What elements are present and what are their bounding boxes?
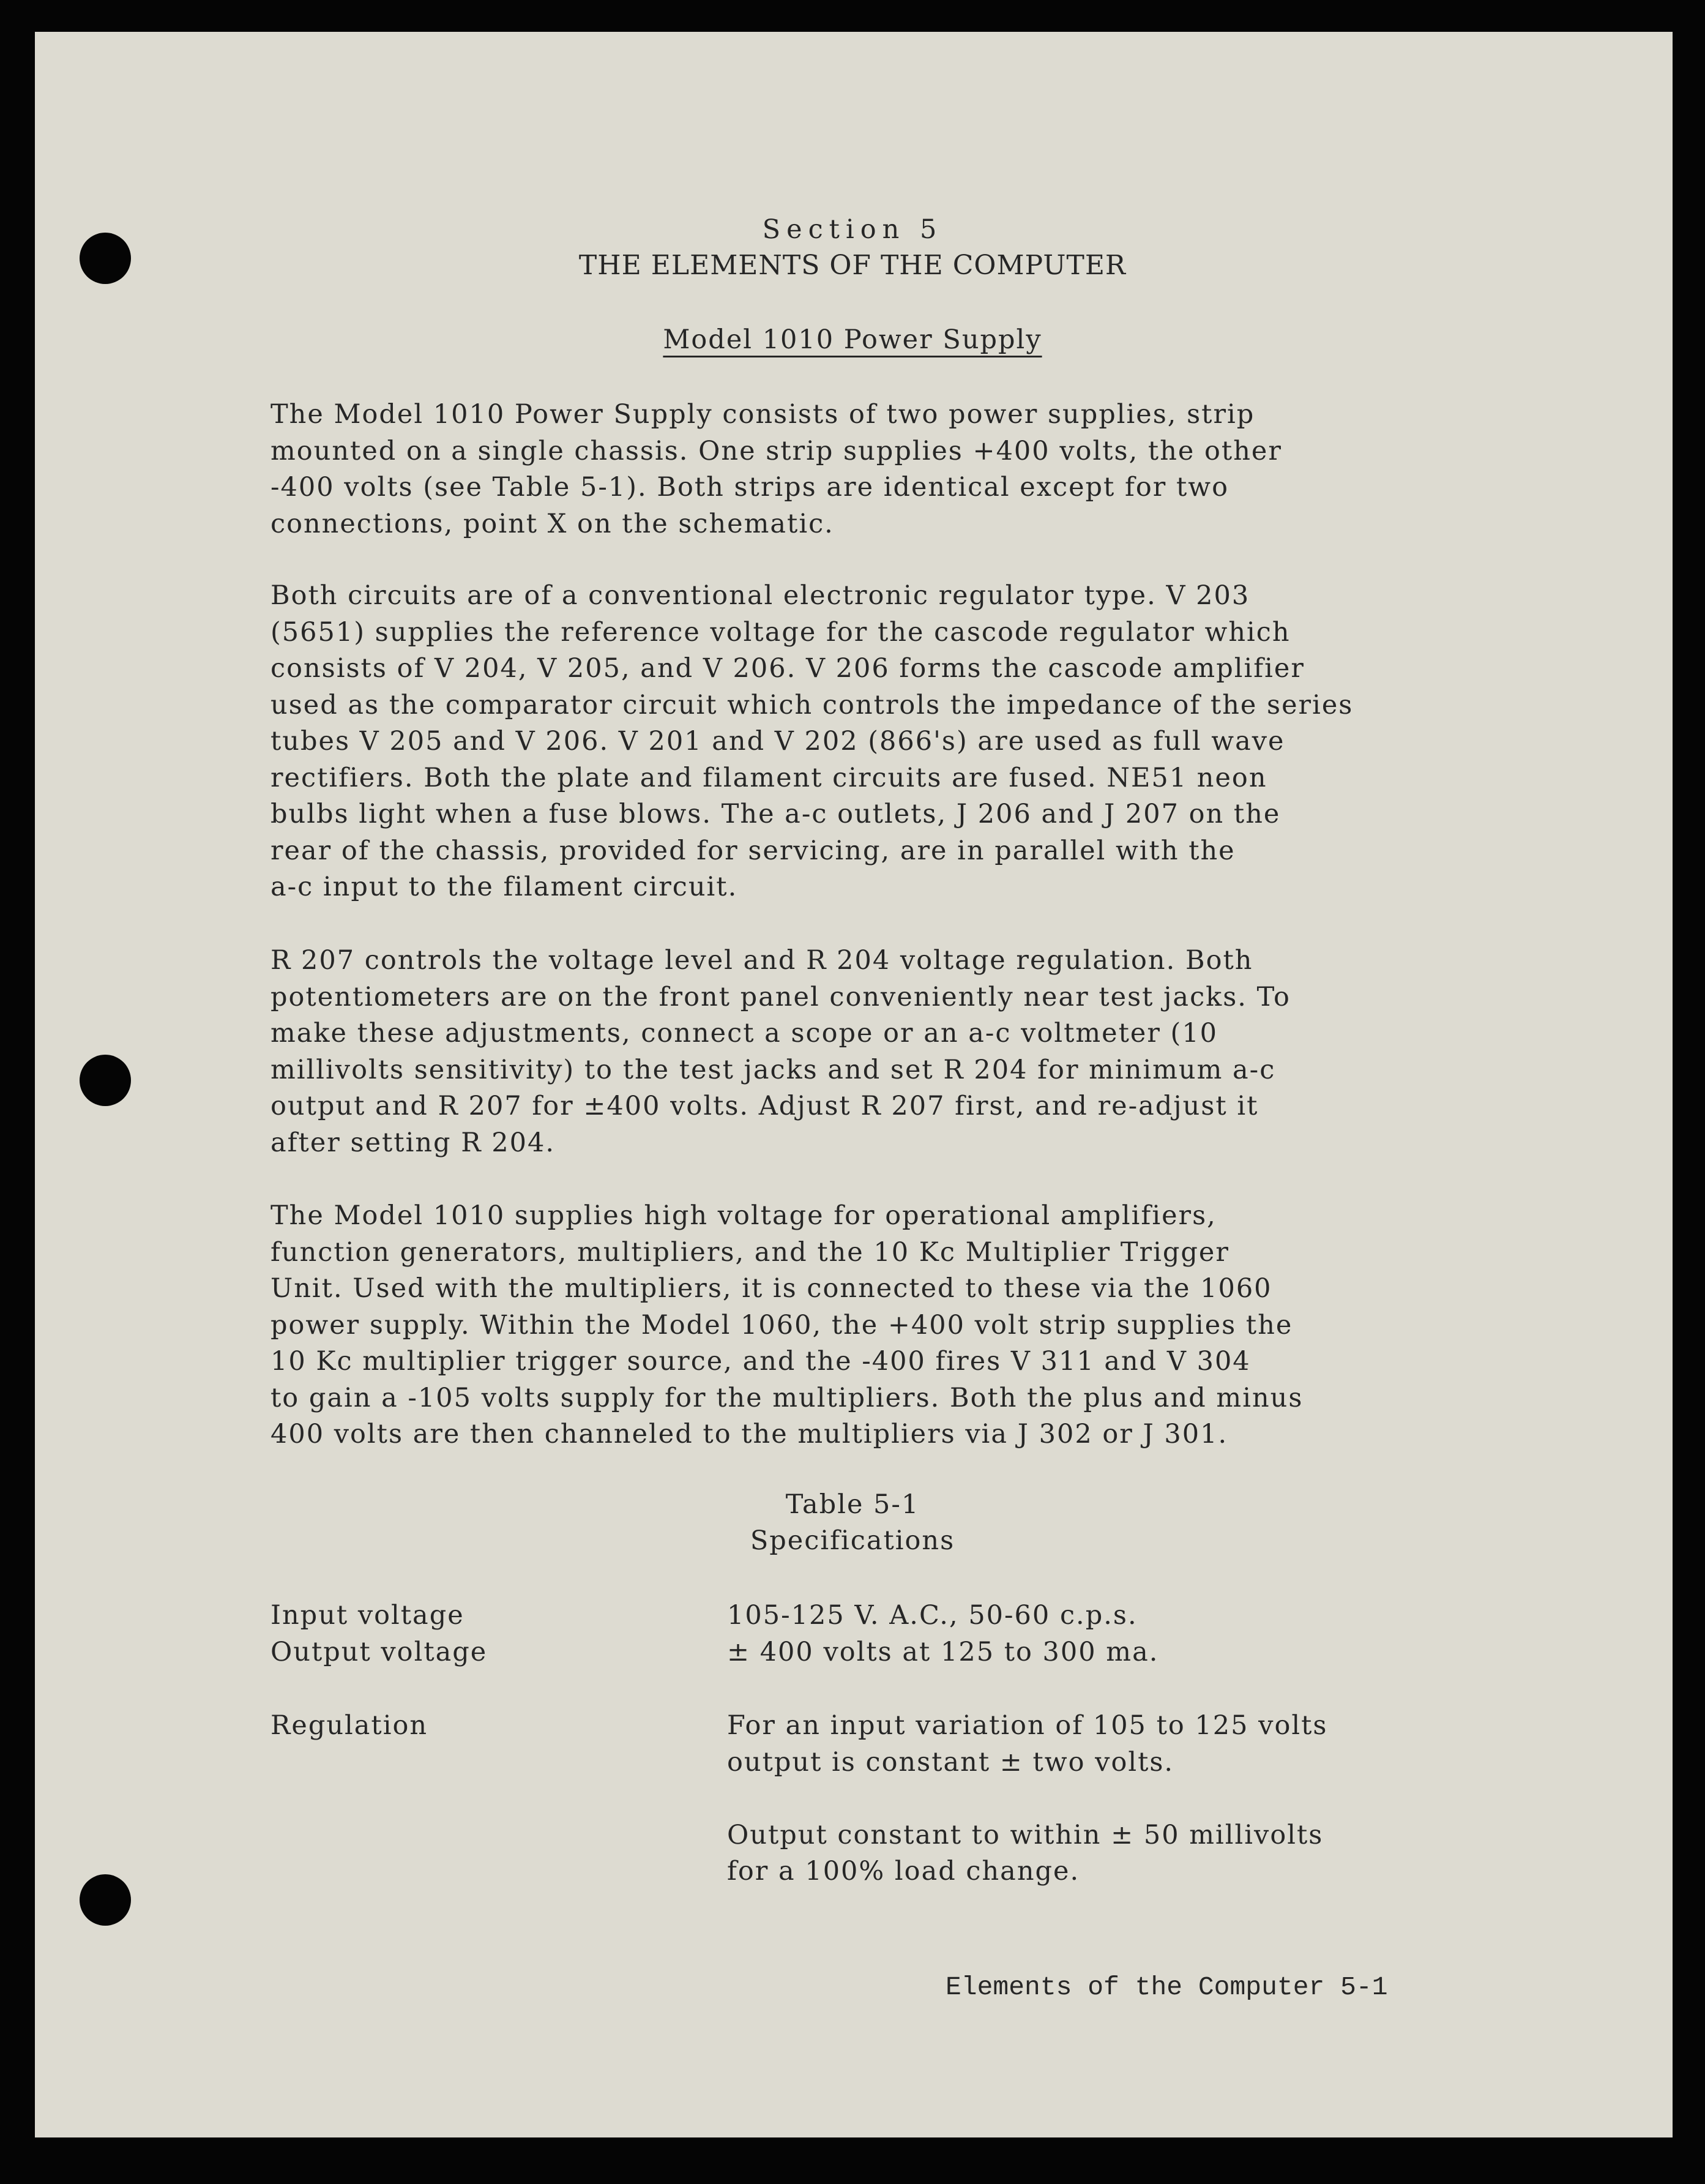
paragraph-line: rear of the chassis, provided for servicing, are in parallel with the	[270, 835, 1236, 866]
spec-value-line: For an input variation of 105 to 125 volts	[727, 1710, 1328, 1741]
paragraph-line: power supply. Within the Model 1060, the +400 volt strip supplies the	[270, 1309, 1293, 1341]
table-caption: Specifications	[750, 1525, 955, 1556]
spec-label: Regulation	[270, 1710, 428, 1741]
page-footer: Elements of the Computer 5-1	[946, 1972, 1388, 2002]
chapter-title: THE ELEMENTS OF THE COMPUTER	[578, 250, 1127, 281]
spec-value-line: Output constant to within ± 50 millivolts	[727, 1819, 1324, 1850]
binder-hole	[80, 1874, 131, 1926]
paragraph-line: Unit. Used with the multipliers, it is connected to these via the 1060	[270, 1273, 1272, 1304]
spec-value-line	[727, 1781, 1327, 1817]
spec-value-line: 105-125 V. A.C., 50-60 c.p.s.	[727, 1600, 1138, 1631]
paragraph	[270, 1198, 1303, 1453]
paragraph-line: rectifiers. Both the plate and filament circuits are fused. NE51 neon	[270, 762, 1267, 793]
paragraph-line: The Model 1010 Power Supply consists of two power supplies, strip	[270, 399, 1255, 430]
paragraph-line: a-c input to the filament circuit.	[270, 872, 738, 902]
paragraph-line: bulbs light when a fuse blows. The a-c outlets, J 206 and J 207 on the	[270, 799, 1281, 829]
spec-value	[727, 1708, 1327, 1890]
spec-value	[727, 1634, 1158, 1671]
paragraph-line: R 207 controls the voltage level and R 204 voltage regulation. Both	[270, 945, 1253, 976]
table-number: Table 5-1	[785, 1489, 920, 1520]
spec-value	[727, 1598, 1138, 1634]
paragraph-line: potentiometers are on the front panel conveniently near test jacks. To	[270, 981, 1291, 1012]
paragraph-line: make these adjustments, connect a scope or an a-c voltmeter (10	[270, 1018, 1218, 1049]
paragraph-line: 10 Kc multiplier trigger source, and the -400 fires V 311 and V 304	[270, 1346, 1251, 1377]
paragraph-line: Both circuits are of a conventional electronic regulator type. V 203	[270, 580, 1250, 611]
paragraph-line: The Model 1010 supplies high voltage for operational amplifiers,	[270, 1200, 1217, 1231]
paragraph-line: after setting R 204.	[270, 1127, 556, 1158]
paragraph-line: to gain a -105 volts supply for the multipliers. Both the plus and minus	[270, 1382, 1304, 1413]
spec-value-line: for a 100% load change.	[727, 1856, 1080, 1887]
spec-value-line: ± 400 volts at 125 to 300 ma.	[727, 1637, 1159, 1667]
spec-label: Input voltage	[270, 1600, 464, 1631]
paragraph-line: used as the comparator circuit which controls the impedance of the series	[270, 689, 1354, 720]
paragraph-line: consists of V 204, V 205, and V 206. V 206 forms the cascode amplifier	[270, 653, 1305, 684]
paragraph-line: (5651) supplies the reference voltage for the cascode regulator which	[270, 616, 1291, 648]
paragraph-line: millivolts sensitivity) to the test jacks and set R 204 for minimum a-c	[270, 1054, 1276, 1085]
paragraph-line: 400 volts are then channeled to the multipliers via J 302 or J 301.	[270, 1419, 1228, 1449]
paragraph-line: function generators, multipliers, and the 10 Kc Multiplier Trigger	[270, 1236, 1229, 1268]
paragraph	[270, 397, 1282, 542]
paragraph-line: -400 volts (see Table 5-1). Both strips are identical except for two	[270, 472, 1229, 503]
section-number: Section 5	[762, 214, 943, 245]
spec-value-line: output is constant ± two volts.	[727, 1746, 1174, 1778]
paragraph-line: tubes V 205 and V 206. V 201 and V 202 (866's) are used as full wave	[270, 726, 1285, 757]
paragraph-line: connections, point X on the schematic.	[270, 508, 834, 539]
paragraph	[270, 578, 1353, 906]
paragraph	[270, 943, 1291, 1161]
spec-label: Output voltage	[270, 1637, 488, 1667]
page-subtitle	[0, 324, 1705, 355]
paragraph-line: mounted on a single chassis. One strip supplies +400 volts, the other	[270, 435, 1282, 466]
binder-hole	[80, 1055, 131, 1106]
paragraph-line: output and R 207 for ±400 volts. Adjust R 207 first, and re-adjust it	[270, 1091, 1259, 1121]
subtitle-text: Model 1010 Power Supply	[663, 324, 1042, 355]
